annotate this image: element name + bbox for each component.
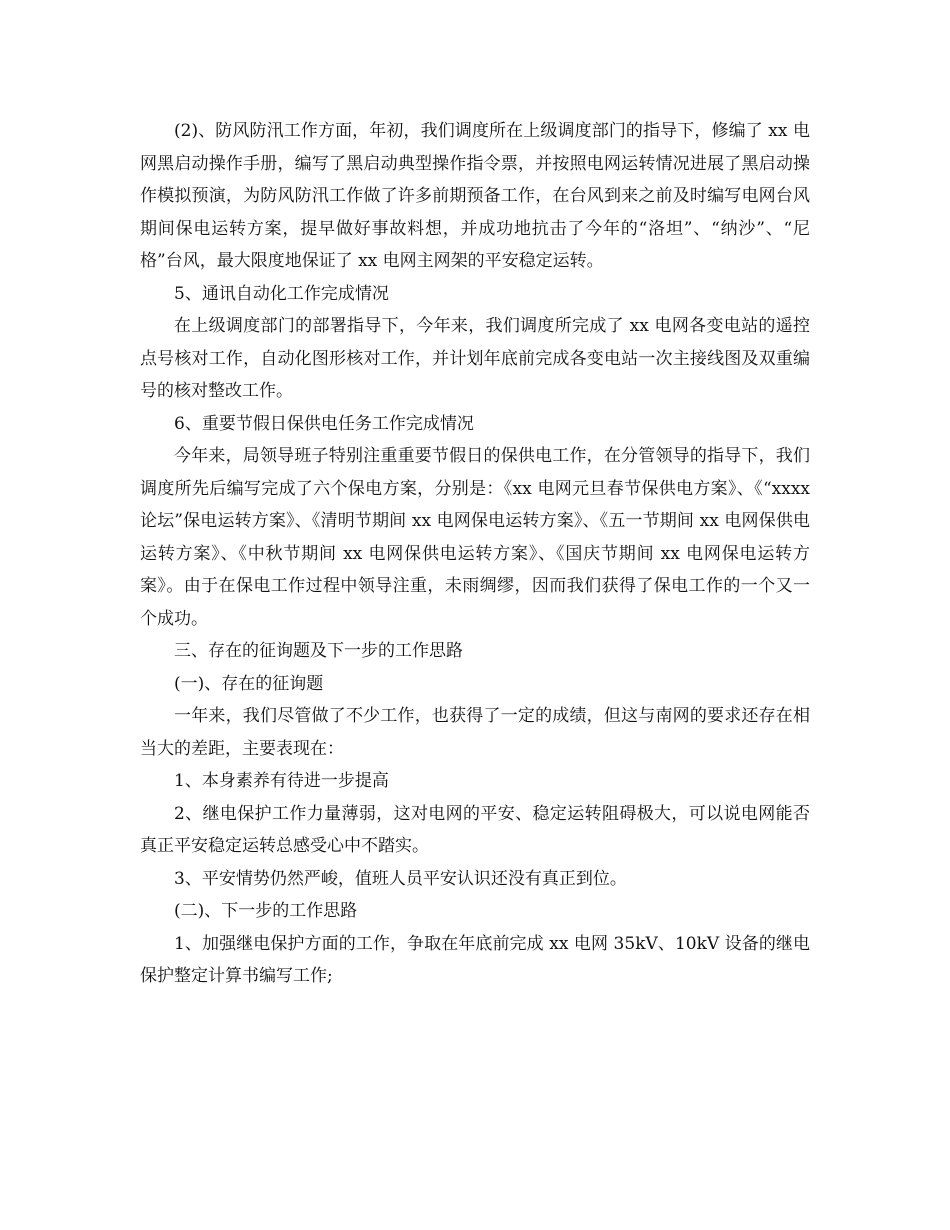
- paragraph-flood-prevention: (2)、防风防汛工作方面，年初，我们调度所在上级调度部门的指导下，修编了 xx 电网黑启动操作手册，编写了黑启动典型操作指令票，并按照电网运转情况进展了黑启动操作模拟预演，为防风防汛工作做了许多前期预备工作，在台风到来之前及时编写电网台风期间保电运转方案，提早做好事故料想，并成功地抗击了今年的“洛坦”、“纳沙”、“尼格”台风，最大限度地保证了 xx 电网主网架的平安稳定运转。: [140, 121, 810, 271]
- paragraph-communication-automation: 在上级调度部门的部署指导下，今年来，我们调度所完成了 xx 电网各变电站的遥控点号核对工作，自动化图形核对工作，并计划年底前完成各变电站一次主接线图及双重编号的核对整改工作。: [140, 316, 810, 401]
- list-item-problem-1: 1、本身素养有待进一步提高: [174, 771, 389, 791]
- document-body: [140, 115, 810, 993]
- heading-existing-problems: (一)、存在的征询题: [174, 673, 324, 694]
- paragraph-problems-intro: 一年来，我们尽管做了不少工作，也获得了一定的成绩，但这与南网的要求还存在相当大的差距，主要表现在：: [140, 706, 810, 759]
- list-item-problem-2: 2、继电保护工作力量薄弱，这对电网的平安、稳定运转阻碍极大，可以说电网能否真正平安稳定运转总感受心中不踏实。: [140, 803, 810, 856]
- list-item-problem-3: 3、平安情势仍然严峻，值班人员平安认识还没有真正到位。: [174, 868, 627, 889]
- paragraph-holiday-power-supply: 今年来，局领导班子特别注重重要节假日的保供电工作，在分管领导的指导下，我们调度所先后编写完成了六个保电方案，分别是：《xx 电网元旦春节保供电方案》、《“xxxx 论坛”保电运转方案》、《清明节期间 xx 电网保电运转方案》、《五一节期间 xx 电网保供电运转方案》、《中秋节期间 xx 电网保供电运转方案》、《国庆节期间 xx 电网保电运转方案》。由于在保电工作过程中领导注重，未雨绸缪，因而我们获得了保电工作的一个又一个成功。: [140, 446, 810, 629]
- heading-problems-and-plans: 三、存在的征询题及下一步的工作思路: [174, 641, 463, 661]
- heading-communication-automation: 5、通讯自动化工作完成情况: [174, 283, 389, 304]
- heading-next-steps: (二)、下一步的工作思路: [174, 901, 358, 921]
- list-item-next-step-1: 1、加强继电保护方面的工作，争取在年底前完成 xx 电网 35kV、10kV 设备的继电保护整定计算书编写工作;: [140, 933, 810, 986]
- heading-holiday-power-supply: 6、重要节假日保供电任务工作完成情况: [174, 413, 474, 434]
